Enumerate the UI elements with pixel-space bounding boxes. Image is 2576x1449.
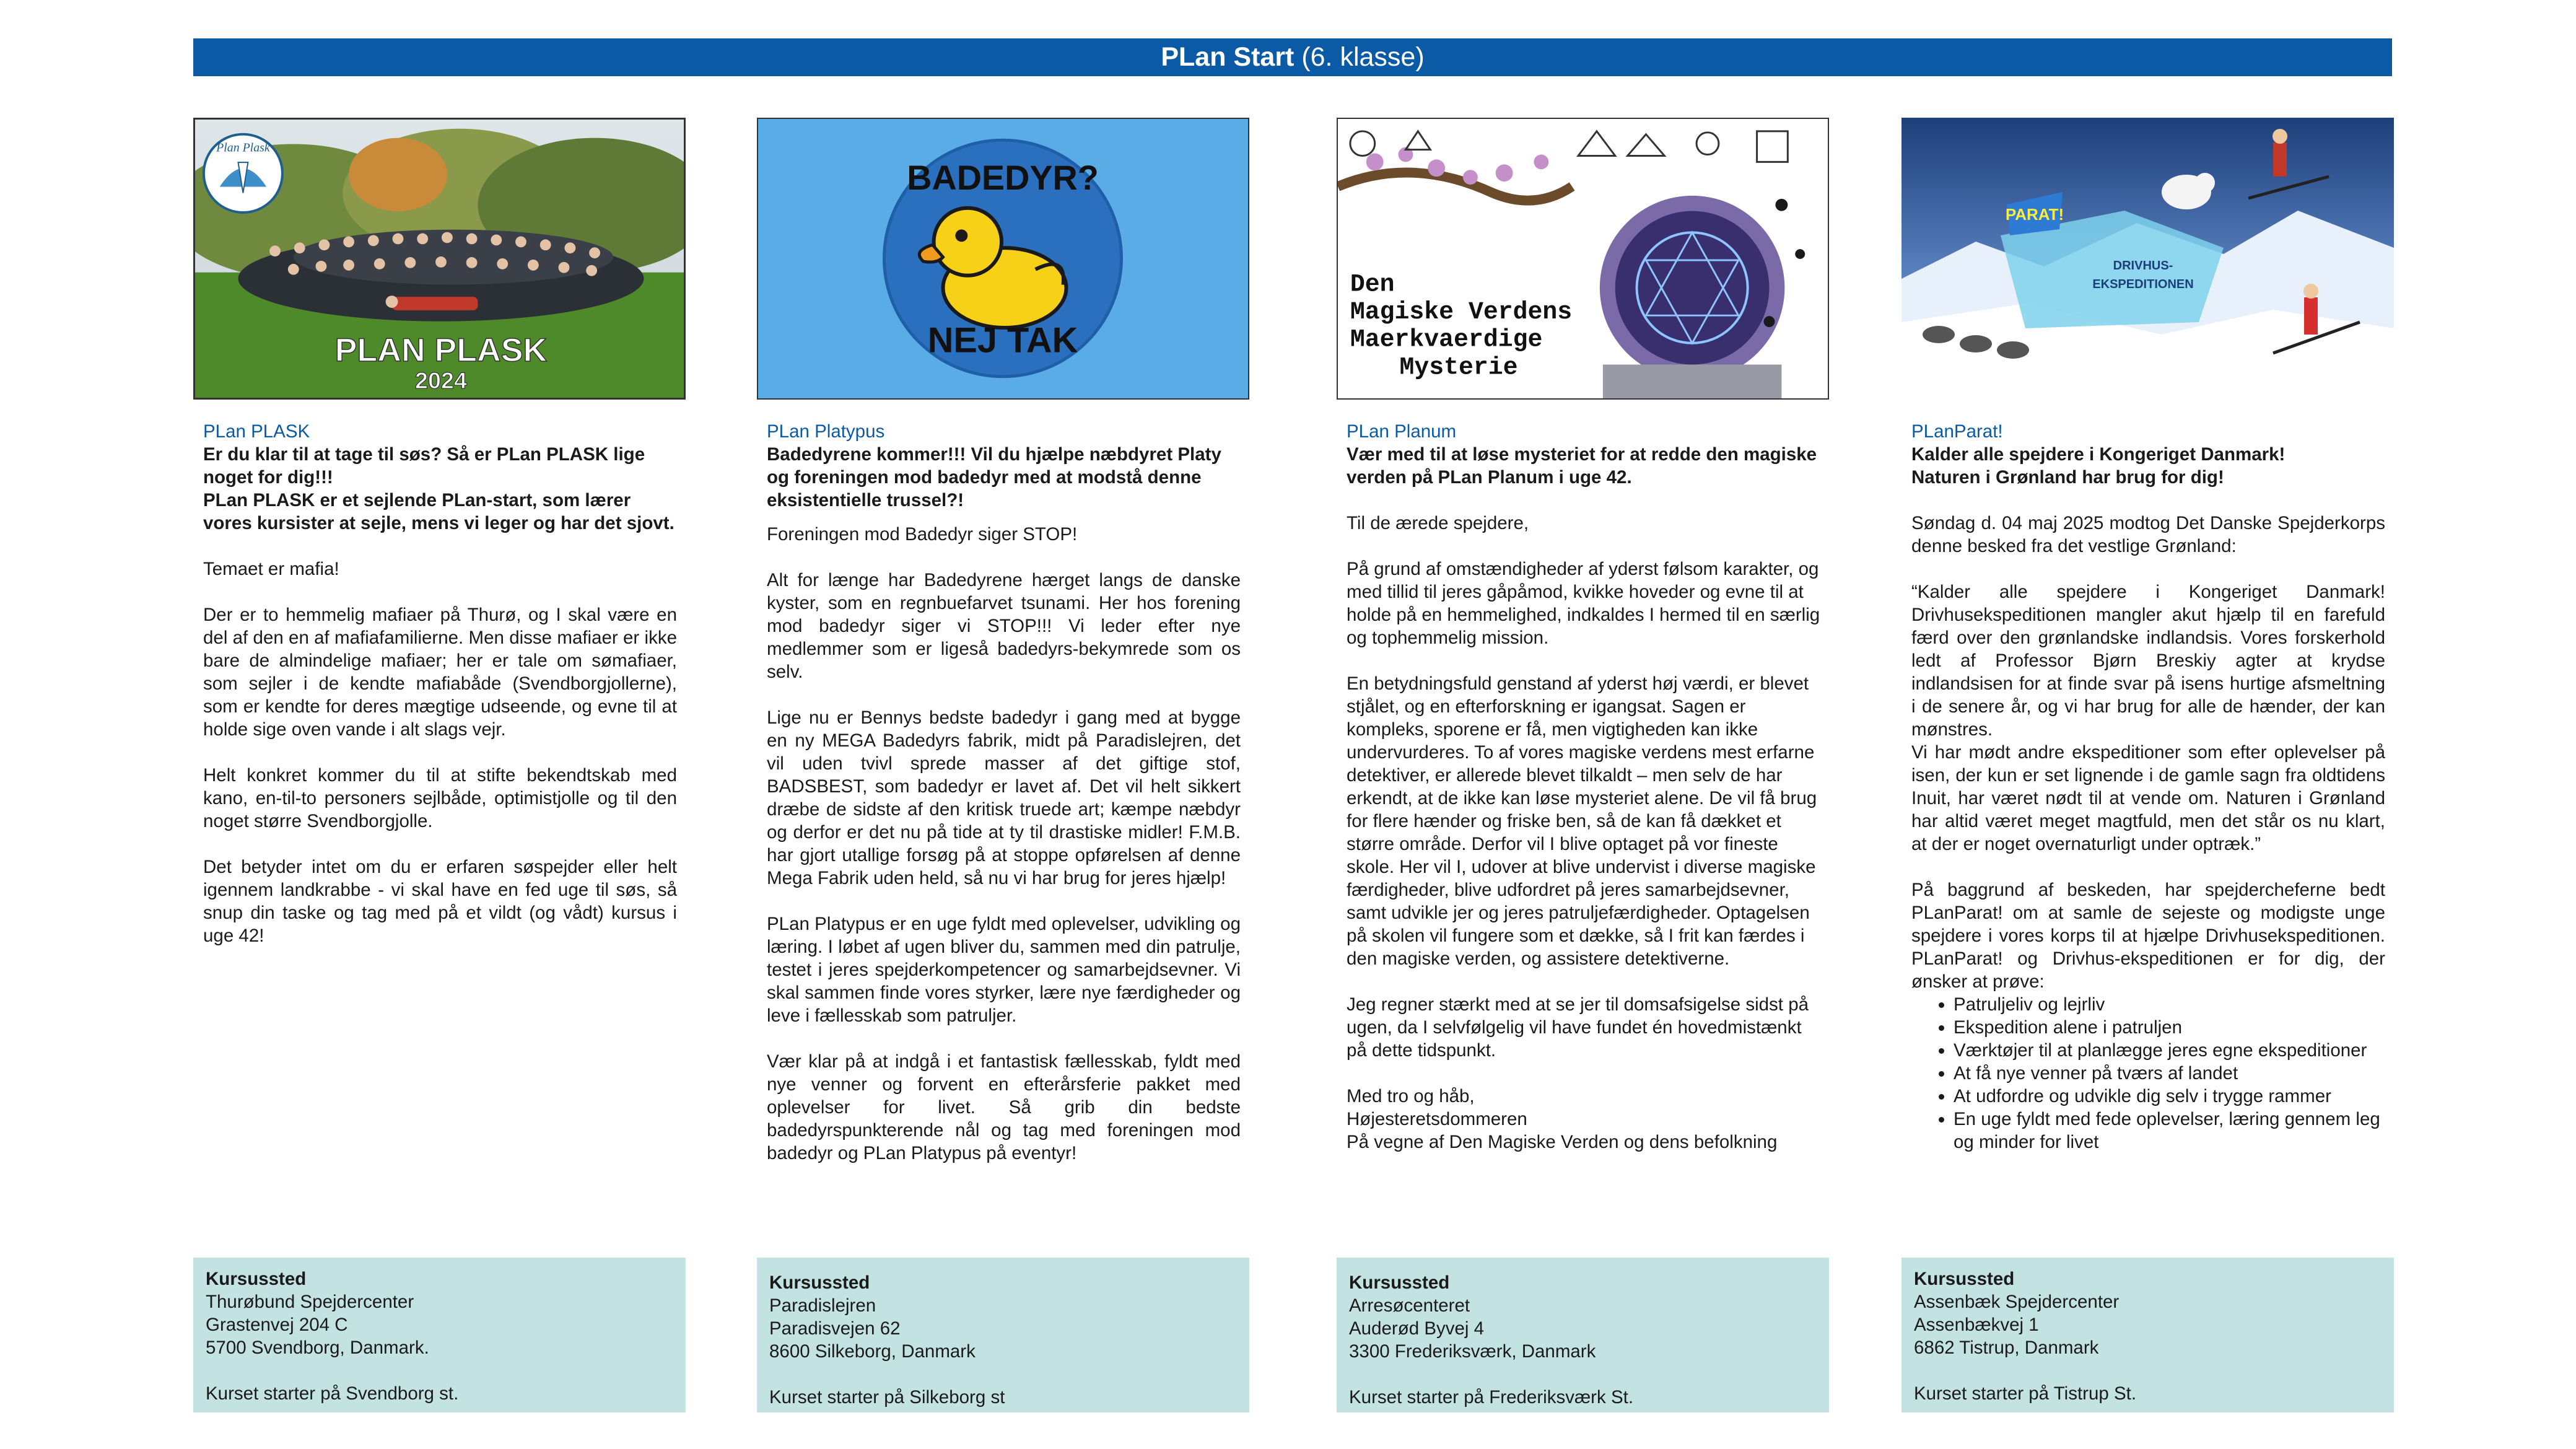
list-item: • Værktøjer til at planlægge jeres egne ekspeditioner (1954, 1039, 2385, 1062)
platypus-badge-image (757, 118, 1249, 400)
location-line: Grastenvej 204 C (206, 1315, 348, 1335)
parat-paragraph: Søndag d. 04 maj 2025 modtog Det Danske Spejderkorps denne besked fra det vestlige Grønland: (1911, 513, 2385, 556)
course-column-parat (1901, 118, 2394, 1419)
plask-paragraph: Det betyder intet om du er erfaren søspejder eller helt igennem landkrabbe - vi skal have en fed uge til søs, så snup din taske og tag med på et vildt (og vådt) kursus i uge 42! (203, 857, 677, 946)
parat-title: PLanParat! (1911, 421, 2003, 442)
platypus-location-box (757, 1258, 1249, 1412)
planum-mystery-image (1337, 118, 1829, 400)
planum-paragraph: Jeg regner stærkt med at se jer til domsafsigelse sidst på ugen, da I selvfølgelig vil have fundet én hovedmistænkt på dette tidspunkt. (1347, 994, 1809, 1061)
planum-paragraph: På grund af omstændigheder af yderst følsom karakter, og med tillid til jeres gåpåmod, kvikke hoveder og evne til at holde på en hemmelighed, indkaldes I hermed til en særlig og tophemmelig mission. (1347, 559, 1820, 648)
planum-title-line3: Maerkvaerdige (1350, 325, 1543, 354)
location-heading: Kursussted (1349, 1272, 1450, 1293)
parat-sign-text: PARAT! (2005, 205, 2064, 224)
location-line: Paradisvejen 62 (769, 1318, 901, 1339)
badge-bottom-text: NEJ TAK (927, 320, 1078, 361)
location-line: Assenbækvej 1 (1914, 1315, 2039, 1335)
plask-lead: Er du klar til at tage til søs? Så er PLan PLASK lige noget for dig!!! PLan PLASK er et sejlende PLan-start, som lærer vores kursister at sejle, mens vi leger og har det sjovt. (203, 444, 675, 533)
location-line: 3300 Frederiksværk, Danmark (1349, 1341, 1596, 1362)
badge-top-text: BADEDYR? (907, 159, 1099, 197)
plask-paragraph: Temaet er mafia! (203, 559, 339, 579)
planum-paragraph: Med tro og håb, Højesteretsdommeren På vegne af Den Magiske Verden og dens befolkning (1347, 1086, 1778, 1152)
course-column-platypus (757, 118, 1249, 1419)
parat-lead: Kalder alle spejdere i Kongeriget Danmark! Naturen i Grønland har brug for dig! (1911, 444, 2286, 488)
plask-title: PLan PLASK (203, 421, 310, 442)
platypus-title: PLan Platypus (767, 421, 885, 442)
location-heading: Kursussted (1914, 1269, 2015, 1289)
location-line: Assenbæk Spejdercenter (1914, 1292, 2120, 1312)
banner-title: PLan Start (1161, 42, 1295, 72)
page-banner (193, 38, 2392, 76)
location-line: 5700 Svendborg, Danmark. (206, 1337, 429, 1358)
parat-paragraph: “Kalder alle spejdere i Kongeriget Danmark! Drivhusekspeditionen mangler akut hjælp til en farefuld færd over den grønlandske indlandsis. Vores forskerhold ledt af Professor Bjørn Breskiy agter at krydse indlandsisen for at finde svar på isens hurtige afsmeltning i de senere år, og vi har brug for alle de hænder, der kan mønstres. Vi har mødt andre ekspeditioner som efter oplevelser på isen, der kun er set lignende i de gamle sagn fra oldtidens Inuit, har været nødt til at vende om. Naturen i Grønland har altid været meget magtfuld, men det står os nu klart, at der er noget overnaturligt under optræk.” (1911, 582, 2385, 854)
plask-group-photo (193, 118, 686, 400)
course-start-note: Kurset starter på Silkeborg st (769, 1387, 1005, 1407)
planum-paragraph: Til de ærede spejdere, (1347, 513, 1529, 533)
planum-title-line4: Mysterie (1399, 353, 1518, 382)
list-item: • Patruljeliv og lejrliv (1954, 993, 2385, 1016)
location-line: Auderød Byvej 4 (1349, 1318, 1485, 1339)
location-heading: Kursussted (769, 1272, 870, 1293)
planum-lead: Vær med til at løse mysteriet for at redde den magiske verden på PLan Planum i uge 42. (1347, 444, 1817, 488)
platypus-paragraph: Vær klar på at indgå i et fantastisk fællesskab, fyldt med nye venner og forvent en efterårsferie pakket med oplevelser for livet. Så grib din bedste badedyrspunkterende nål og tag med foreningen mod badedyr og PLan Platypus på eventyr! (767, 1051, 1241, 1163)
platypus-description (767, 420, 1241, 1188)
list-item: • Ekspedition alene i patruljen (1954, 1016, 2385, 1039)
location-line: 6862 Tistrup, Danmark (1914, 1337, 2099, 1358)
plask-image-year: 2024 (415, 367, 467, 394)
platypus-paragraph: Alt for længe har Badedyrene hærget langs de danske kyster, som en regnbuefarvet tsunami. Her hos forening mod badedyr siger vi STOP!!! Vi leder efter nye medlemmer som er ligeså badedyrs-bekymrede som os selv. (767, 570, 1241, 682)
banner-subtitle: (6. klasse) (1301, 42, 1425, 72)
course-start-note: Kurset starter på Tistrup St. (1914, 1383, 2137, 1404)
parat-expedition-image (1901, 118, 2394, 400)
location-line: Thurøbund Spejdercenter (206, 1292, 414, 1312)
parat-bullet-list (1911, 993, 2385, 1154)
list-item: • At få nye venner på tværs af landet (1954, 1062, 2385, 1085)
ice-text-line2: EKSPEDITIONEN (2092, 278, 2194, 291)
location-line: Paradislejren (769, 1295, 876, 1316)
platypus-lead: Badedyrene kommer!!! Vil du hjælpe næbdyret Platy og foreningen mod badedyr med at modstå denne eksistentielle trussel?! (767, 444, 1221, 510)
parat-description (1911, 420, 2385, 1154)
list-item: • At udfordre og udvikle dig selv i trygge rammer (1954, 1085, 2385, 1108)
planum-description (1347, 420, 1820, 1176)
location-line: Arresøcenteret (1349, 1295, 1470, 1316)
platypus-paragraph: PLan Platypus er en uge fyldt med oplevelser, udvikling og læring. I løbet af ugen bliver du, sammen med din patrulje, testet i jeres spejderkompetencer og samarbejdsevner. Vi skal sammen finde vores styrker, lære nye færdigheder og leve i fællesskab som patruljer. (767, 914, 1241, 1026)
plask-logo-text: Plan Plask (216, 141, 270, 155)
planum-paragraph: En betydningsfuld genstand af yderst høj værdi, er blevet stjålet, og en efterforskning er igangsat. Sagen er kompleks, sporene er få, men vigtigheden kan ikke undervurderes. To af vores magiske verdens mest erfarne detektiver, er allerede blevet tilkaldt – men selv de har erkendt, at de ikke kan løse mysteriet alene. De vil få brug for flere hænder og friske ben, så de kan få dækket et større område. Derfor vil I blive optaget på vor fineste skole. Her vil I, udover at blive undervist i diverse magiske færdigheder, blive udfordret på jeres samarbejdsevner, samt udvikle jer og jeres patruljefærdigheder. Optagelsen på skolen vil fungere som et dække, så I frit kan færdes i den magiske verden, og assistere detektiverne. (1347, 673, 1817, 969)
location-heading: Kursussted (206, 1269, 307, 1289)
location-line: 8600 Silkeborg, Danmark (769, 1341, 976, 1362)
course-start-note: Kurset starter på Frederiksværk St. (1349, 1387, 1634, 1407)
planum-location-box (1337, 1258, 1829, 1412)
plask-paragraph: Der er to hemmelig mafiaer på Thurø, og I skal være en del af den en af mafiafamilierne. Men disse mafiaer er ikke bare de almindelige mafiaer; her er tale om sømafiaer, som sejler i de kendte mafiabåde (Svendborgjollerne), som er kendte for deres mægtige udseende, og evne til at holde sige oven vande i alt slags vejr. (203, 605, 677, 740)
course-column-plask (193, 118, 686, 1419)
plask-image-caption: PLAN PLASK (334, 331, 548, 369)
plask-description (203, 420, 677, 970)
course-column-planum (1337, 118, 1829, 1419)
parat-paragraph: På baggrund af beskeden, har spejdercheferne bedt PLanParat! om at samle de sejeste og modigste unge spejdere i vores korps til at hjælpe Drivhusekspeditionen. PLanParat! og Drivhus-ekspeditionen er for dig, der ønsker at prøve: (1911, 880, 2385, 992)
platypus-paragraph: Lige nu er Bennys bedste badedyr i gang med at bygge en ny MEGA Badedyrs fabrik, midt på Paradislejren, det vil uden tvivl sprede masser af det giftige stof, BADSBEST, som badedyr er lavet af. Det vil helt sikkert dræbe de sidste af den kritisk truede art; kæmpe næbdyr og derfor er det nu på tide at ty til drastiske midler! F.M.B. har gjort utallige forsøg på at stoppe opførelsen af denne Mega Fabrik uden held, så nu vi har brug for jeres hjælp! (767, 707, 1241, 888)
planum-title-line2: Magiske Verdens (1350, 298, 1573, 326)
ice-text-line1: DRIVHUS- (2113, 259, 2173, 273)
list-item: • En uge fyldt med fede oplevelser, læring gennem leg og minder for livet (1954, 1108, 2385, 1154)
platypus-paragraph: Foreningen mod Badedyr siger STOP! (767, 524, 1078, 545)
plask-location-box (193, 1258, 686, 1412)
plask-paragraph: Helt konkret kommer du til at stifte bekendtskab med kano, en-til-to personers sejlbåde, optimistjolle og til den noget større Svendborgjolle. (203, 765, 677, 831)
parat-location-box (1901, 1258, 2394, 1412)
planum-title-line1: Den (1350, 270, 1395, 299)
planum-title: PLan Planum (1347, 421, 1457, 442)
course-start-note: Kurset starter på Svendborg st. (206, 1383, 459, 1404)
